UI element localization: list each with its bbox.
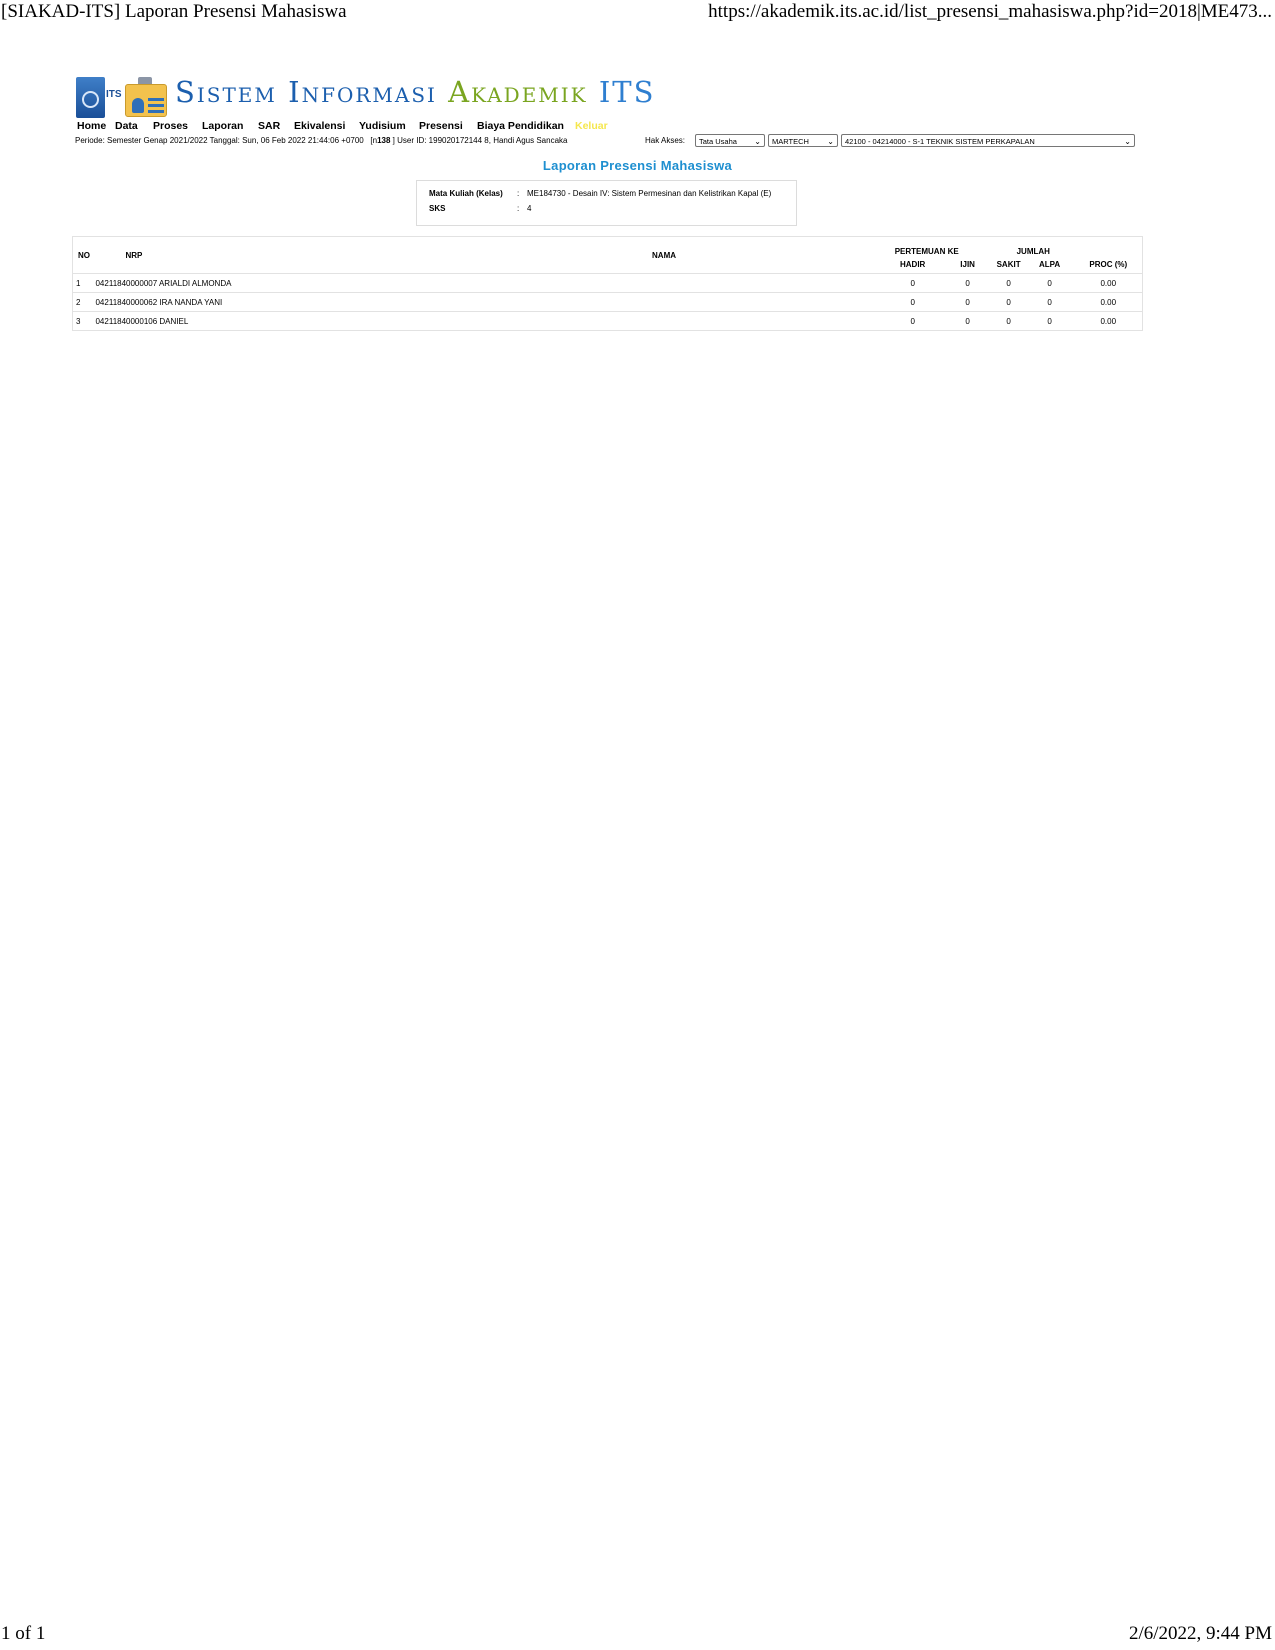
cell-no: 3 xyxy=(73,312,96,331)
cell-hadir: 0 xyxy=(883,312,943,331)
site-banner xyxy=(75,72,1200,120)
table-row xyxy=(73,312,1143,331)
its-logo-icon xyxy=(76,77,105,118)
session-info xyxy=(75,136,567,145)
cell-sakit: 0 xyxy=(993,293,1025,312)
print-page-url: https://akademik.its.ac.id/list_presensi_mahasiswa.php?id=2018|ME473... xyxy=(708,1,1272,22)
report-title: Laporan Presensi Mahasiswa xyxy=(542,158,733,173)
print-page-title: [SIAKAD-ITS] Laporan Presensi Mahasiswa xyxy=(1,1,347,22)
menu-item-proses[interactable]: Proses xyxy=(153,120,189,132)
site-title-word: Informasi xyxy=(288,75,437,109)
report-page xyxy=(75,72,1200,331)
menu-item-data[interactable]: Data xyxy=(115,120,138,132)
col-header-nrp: NRP xyxy=(125,250,143,260)
print-page-number: 1 of 1 xyxy=(1,1623,46,1644)
menu-item-yudisium[interactable]: Yudisium xyxy=(359,120,406,132)
user-number: 138 xyxy=(377,136,391,145)
col-header-hadir: HADIR xyxy=(899,259,926,269)
menu-item-home[interactable]: Home xyxy=(77,120,107,132)
prodi-value: 42100 - 04214000 - S-1 TEKNIK SISTEM PERKAPALAN xyxy=(845,137,1035,146)
table-row xyxy=(73,293,1143,312)
cell-student: 04211840000106 DANIEL xyxy=(95,312,882,331)
cell-sakit: 0 xyxy=(993,312,1025,331)
menu-item-laporan[interactable]: Laporan xyxy=(202,120,244,132)
col-header-no: NO xyxy=(78,250,90,260)
site-title xyxy=(175,75,656,109)
matkul-label: Mata Kuliah (Kelas) xyxy=(429,189,503,198)
unit-value: MARTECH xyxy=(772,137,809,146)
cell-sakit: 0 xyxy=(993,274,1025,293)
col-header-proc: PROC (%) xyxy=(1089,259,1128,269)
site-title-word: Sistem xyxy=(175,75,277,109)
cell-alpa: 0 xyxy=(1025,312,1075,331)
sks-label: SKS xyxy=(429,204,446,213)
cell-student: 04211840000007 ARIALDI ALMONDA xyxy=(95,274,882,293)
sks-colon: : xyxy=(517,204,520,213)
site-title-word: ITS xyxy=(598,75,656,109)
course-info-box xyxy=(416,180,797,226)
cell-proc: 0.00 xyxy=(1075,293,1143,312)
prodi-select[interactable] xyxy=(841,134,1135,147)
print-datetime: 2/6/2022, 9:44 PM xyxy=(1128,1623,1272,1644)
user-id-text: ] User ID: 199020172144 8, Handi Agus Sancaka xyxy=(390,136,568,145)
unit-select[interactable] xyxy=(768,134,838,147)
matkul-colon: : xyxy=(517,189,520,198)
cell-hadir: 0 xyxy=(883,274,943,293)
cell-ijin: 0 xyxy=(943,312,993,331)
chevron-down-icon: ⌄ xyxy=(754,137,761,146)
session-info-bar xyxy=(75,134,1200,150)
col-header-sakit: SAKIT xyxy=(996,259,1021,269)
matkul-value: ME184730 - Desain IV: Sistem Permesinan dan Kelistrikan Kapal (E) xyxy=(527,189,772,198)
cell-ijin: 0 xyxy=(943,274,993,293)
hak-akses-label: Hak Akses: xyxy=(645,136,686,145)
user-prefix: [n xyxy=(370,136,378,145)
menu-item-keluar[interactable]: Keluar xyxy=(575,120,608,132)
print-header xyxy=(0,0,1275,24)
col-header-alpa: ALPA xyxy=(1038,259,1061,269)
main-menu xyxy=(75,120,1200,134)
its-logo-text: ITS xyxy=(106,89,122,100)
cell-alpa: 0 xyxy=(1025,293,1075,312)
cell-no: 2 xyxy=(73,293,96,312)
col-header-ijin: IJIN xyxy=(960,259,975,269)
sks-value: 4 xyxy=(527,204,532,213)
site-title-word: Akademik xyxy=(448,75,588,109)
hak-akses-select[interactable] xyxy=(695,134,765,147)
menu-item-sar[interactable]: SAR xyxy=(258,120,281,132)
chevron-down-icon: ⌄ xyxy=(827,137,834,146)
cell-alpa: 0 xyxy=(1025,274,1075,293)
menu-item-presensi[interactable]: Presensi xyxy=(419,120,463,132)
cell-student: 04211840000062 IRA NANDA YANI xyxy=(95,293,882,312)
menu-item-ekivalensi[interactable]: Ekivalensi xyxy=(294,120,346,132)
col-header-jumlah: JUMLAH xyxy=(1016,246,1050,256)
periode-text: Periode: Semester Genap 2021/2022 Tanggal: Sun, 06 Feb 2022 21:44:06 +0700 xyxy=(75,136,364,145)
chevron-down-icon: ⌄ xyxy=(1124,137,1131,146)
cell-hadir: 0 xyxy=(883,293,943,312)
col-header-nama: NAMA xyxy=(652,250,677,260)
id-card-icon xyxy=(123,77,167,117)
attendance-table xyxy=(72,236,1143,331)
print-footer xyxy=(0,1623,1275,1647)
cell-proc: 0.00 xyxy=(1075,312,1143,331)
cell-ijin: 0 xyxy=(943,293,993,312)
cell-proc: 0.00 xyxy=(1075,274,1143,293)
menu-item-biaya-pendidikan[interactable]: Biaya Pendidikan xyxy=(477,120,564,132)
table-row xyxy=(73,274,1143,293)
cell-no: 1 xyxy=(73,274,96,293)
hak-akses-value: Tata Usaha xyxy=(699,137,737,146)
col-header-pertemuan: PERTEMUAN KE xyxy=(894,246,959,256)
